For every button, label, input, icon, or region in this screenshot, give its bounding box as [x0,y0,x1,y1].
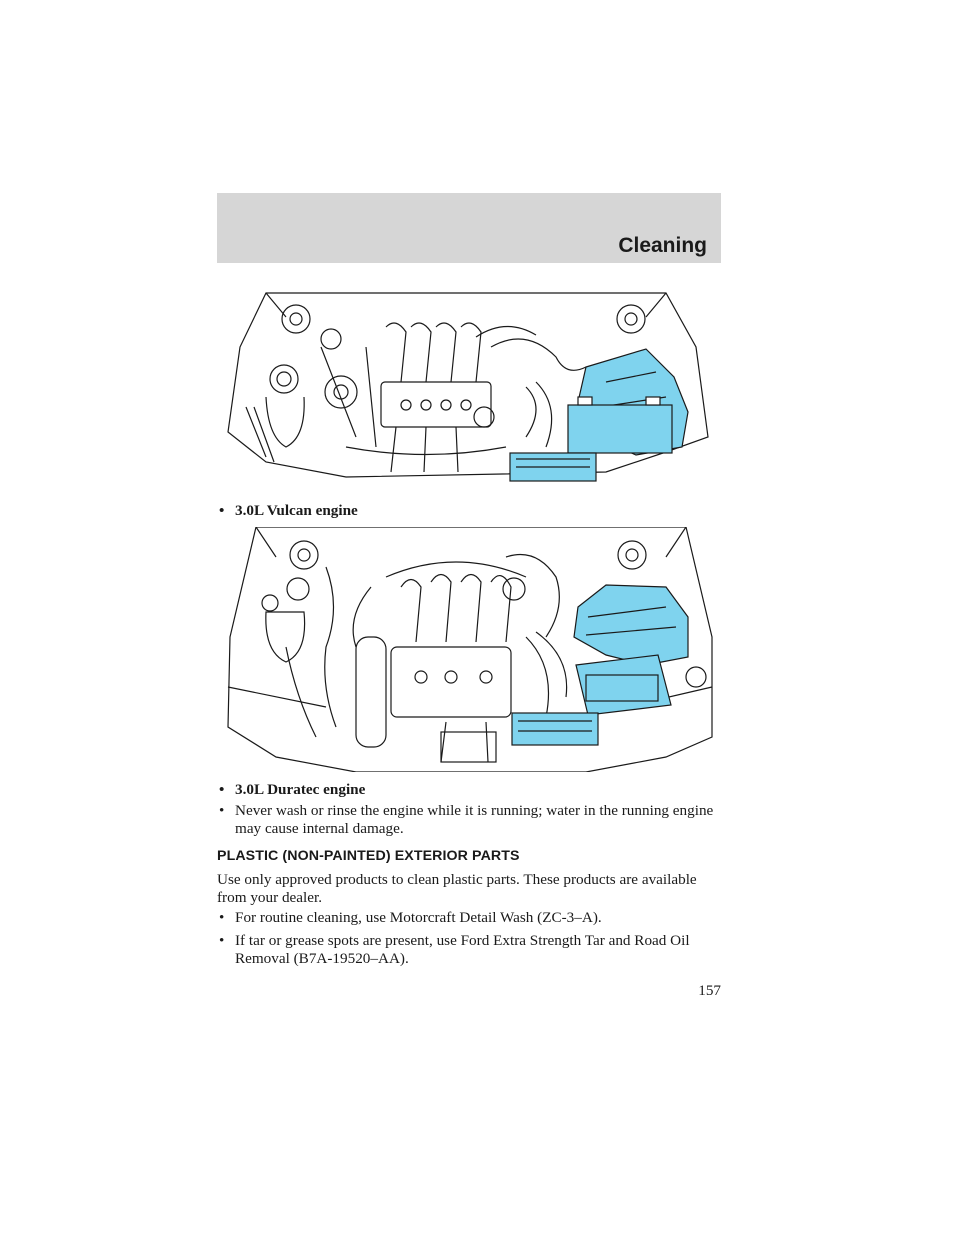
duratec-engine-illustration [226,527,714,772]
list-item: • For routine cleaning, use Motorcraft Detail Wash (ZC-3–A). [219,909,602,926]
section-header-bar [217,193,721,263]
section-title: Cleaning [618,234,707,257]
page-number: 157 [698,982,721,999]
caption-vulcan: • 3.0L Vulcan engine [219,502,358,519]
caption-duratec: • 3.0L Duratec engine [219,781,366,798]
section-heading: PLASTIC (NON-PAINTED) EXTERIOR PARTS [217,848,520,864]
list-item: • If tar or grease spots are present, use Ford Extra Strength Tar and Road Oil Removal (B7A-19520–AA). [219,932,690,967]
intro-paragraph: Use only approved products to clean plastic parts. These products are available from your dealer. [217,871,697,906]
warning-bullet: • Never wash or rinse the engine while it is running; water in the running engine may cause internal damage. [219,802,714,837]
vulcan-engine-illustration [226,287,710,485]
